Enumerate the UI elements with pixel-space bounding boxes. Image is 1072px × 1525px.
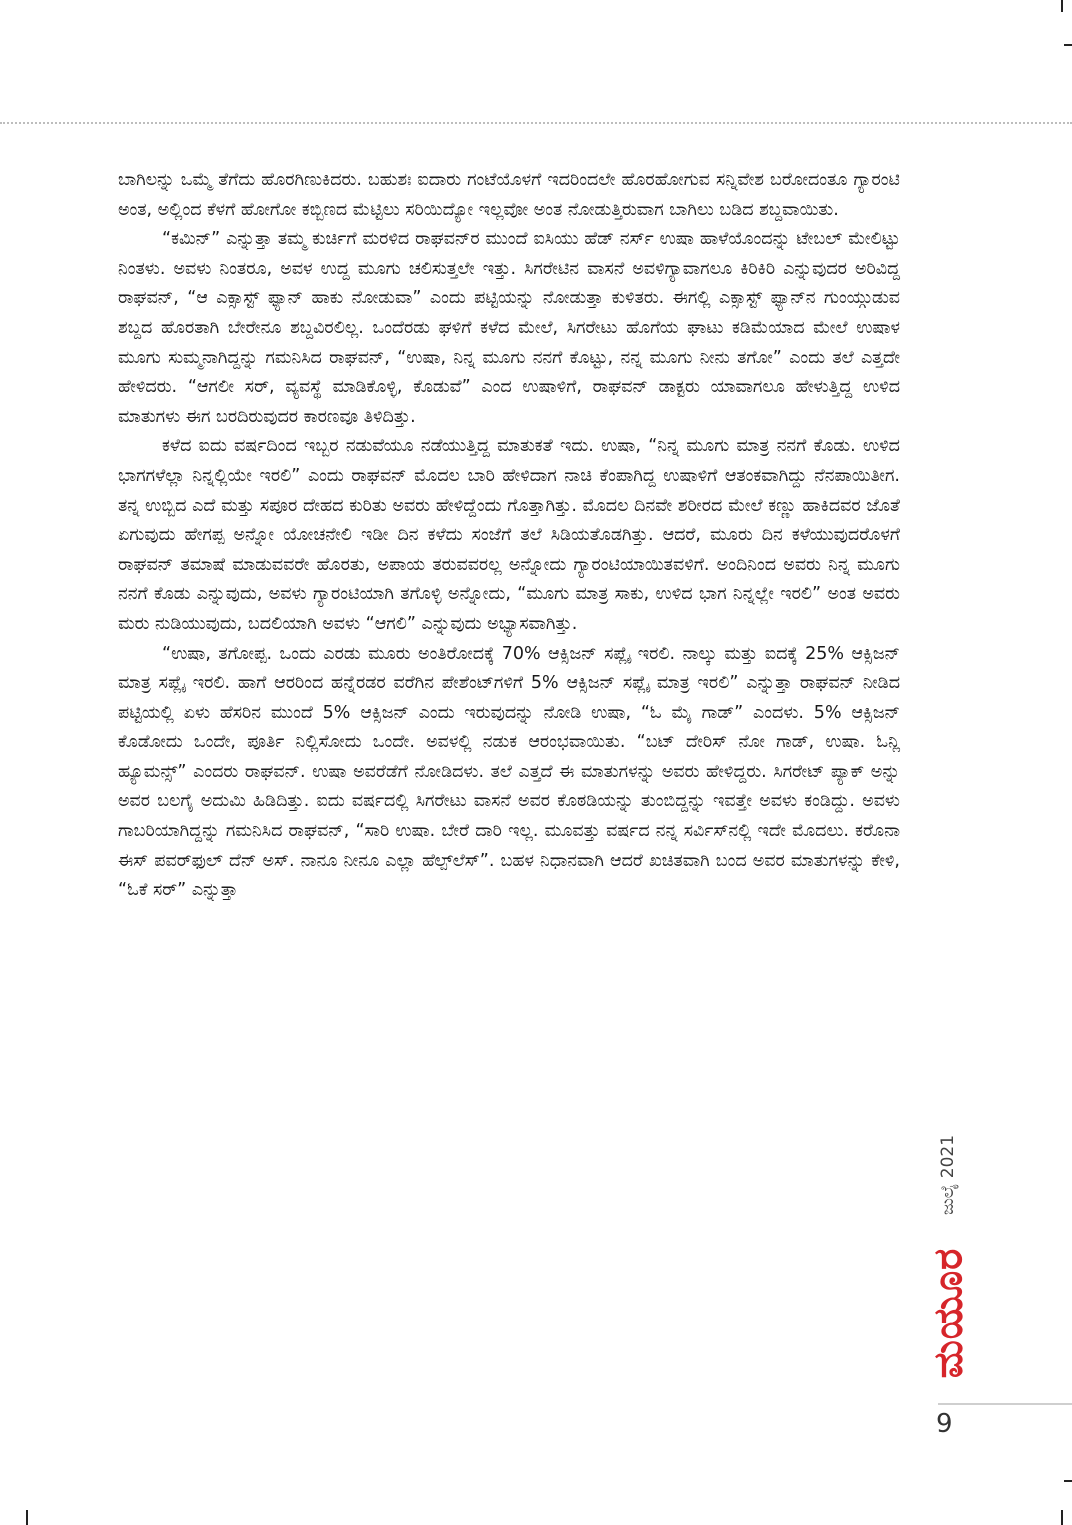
crop-mark-bottom-right bbox=[1061, 1510, 1063, 1525]
article-paragraph: “ಉಷಾ, ತಗೋಪ್ಪ. ಒಂದು ಎರಡು ಮೂರು ಅಂತಿರೋದಕ್ಕೆ 70% ಆಕ್ಸಿಜನ್ ಸಪ್ಲೈ ಇರಲಿ. ನಾಲ್ಕು ಮತ್ತು ಐದಕ್ಕೆ 25% ಆಕ್ಸಿಜನ್ ಮಾತ್ರ ಸಪ್ಲೈ ಇರಲಿ. ಹಾಗೆ ಆರರಿಂದ ಹನ್ನೆರಡರ ವರೆಗಿನ ಪೇಶೆಂಟ್‌ಗಳಿಗೆ 5% ಆಕ್ಸಿಜನ್ ಸಪ್ಲೈ ಮಾತ್ರ ಇರಲಿ” ಎನ್ನುತ್ತಾ ರಾಘವನ್ ನೀಡಿದ ಪಟ್ಟಿಯಲ್ಲಿ ಏಳು ಹೆಸರಿನ ಮುಂದೆ 5% ಆಕ್ಸಿಜನ್ ಎಂದು ಇರುವುದನ್ನು ನೋಡಿ ಉಷಾ, “ಓ ಮೈ ಗಾಡ್” ಎಂದಳು. 5% ಆಕ್ಸಿಜನ್ ಕೊಡೋದು ಒಂದೇ, ಪೂರ್ತಿ ನಿಲ್ಲಿಸೋದು ಒಂದೇ. ಅವಳಲ್ಲಿ ನಡುಕ ಆರಂಭವಾಯಿತು. “ಬಟ್ ದೇರಿಸ್ ನೋ ಗಾಡ್, ಉಷಾ. ಓನ್ಲಿ ಹ್ಯೂಮನ್ಸ್” ಎಂದರು ರಾಘವನ್. ಉಷಾ ಅವರೆಡೆಗೆ ನೋಡಿದಳು. ತಲೆ ಎತ್ತದೆ ಈ ಮಾತುಗಳನ್ನು ಅವರು ಹೇಳಿದ್ದರು. ಸಿಗರೇಟ್ ಪ್ಯಾಕ್ ಅನ್ನು ಅವರ ಬಲಗೈ ಅದುಮಿ ಹಿಡಿದಿತ್ತು. ಐದು ವರ್ಷದಲ್ಲಿ ಸಿಗರೇಟು ವಾಸನೆ ಅವರ ಕೊಠಡಿಯನ್ನು ತುಂಬಿದ್ದನ್ನು ಇವತ್ತೇ ಅವಳು ಕಂಡಿದ್ದು. ಅವಳು ಗಾಬರಿಯಾಗಿದ್ದನ್ನು ಗಮನಿಸಿದ ರಾಘವನ್, “ಸಾರಿ ಉಷಾ. ಬೇರೆ ದಾರಿ ಇಲ್ಲ. ಮೂವತ್ತು ವರ್ಷದ ನನ್ನ ಸರ್ವಿಸ್‌ನಲ್ಲಿ ಇದೇ ಮೊದಲು. ಕರೊನಾ ಈಸ್ ಪವರ್‌ಫುಲ್ ದೆನ್ ಅಸ್. ನಾನೂ ನೀನೂ ಎಲ್ಲಾ ಹೆಲ್ಪ್‌ಲೆಸ್”. ಬಹಳ ನಿಧಾನವಾಗಿ ಆದರೆ ಖಚಿತವಾಗಿ ಬಂದ ಅವರ ಮಾತುಗಳನ್ನು ಕೇಳಿ, “ಓಕೆ ಸರ್” ಎನ್ನುತ್ತಾ bbox=[118, 643, 900, 901]
article-paragraph: ಬಾಗಿಲನ್ನು ಒಮ್ಮೆ ತೆಗೆದು ಹೊರಗಿಣುಕಿದರು. ಬಹುಶಃ ಐದಾರು ಗಂಟೆಯೊಳಗೆ ಇದರಿಂದಲೇ ಹೊರಹೋಗುವ ಸನ್ನಿವೇಶ ಬರೋದಂತೂ ಗ್ಯಾರಂಟಿ ಅಂತ, ಅಲ್ಲಿಂದ ಕೆಳಗೆ ಹೋಗೋ ಕಬ್ಬಿಣದ ಮೆಟ್ಟಿಲು ಸರಿಯಿದ್ಯೋ ಇಲ್ಲವೋ ಅಂತ ನೋಡುತ್ತಿರುವಾಗ ಬಾಗಿಲು ಬಡಿದ ಶಬ್ದವಾಯಿತು. bbox=[118, 170, 900, 220]
crop-mark-right-lower bbox=[1064, 1480, 1072, 1482]
issue-date bbox=[930, 1125, 966, 1225]
article-body bbox=[118, 166, 900, 906]
magazine-logo bbox=[924, 1228, 972, 1398]
article-paragraph: “ಕಮಿನ್” ಎನ್ನುತ್ತಾ ತಮ್ಮ ಕುರ್ಚಿಗೆ ಮರಳಿದ ರಾಘವನ್‌ರ ಮುಂದೆ ಐಸಿಯು ಹೆಡ್ ನರ್ಸ್ ಉಷಾ ಹಾಳೆಯೊಂದನ್ನು ಟೇಬಲ್ ಮೇಲಿಟ್ಟು ನಿಂತಳು. ಅವಳು ನಿಂತರೂ, ಅವಳ ಉದ್ದ ಮೂಗು ಚಲಿಸುತ್ತಲೇ ಇತ್ತು. ಸಿಗರೇಟಿನ ವಾಸನೆ ಅವಳಿಗ್ಯಾವಾಗಲೂ ಕಿರಿಕಿರಿ ಎನ್ನುವುದರ ಅರಿವಿದ್ದ ರಾಘವನ್, “ಆ ಎಕ್ಸಾಸ್ಟ್ ಫ್ಯಾನ್ ಹಾಕು ನೋಡುವಾ” ಎಂದು ಪಟ್ಟಿಯನ್ನು ನೋಡುತ್ತಾ ಕುಳಿತರು. ಈಗಲ್ಲಿ ಎಕ್ಸಾಸ್ಟ್ ಫ್ಯಾನ್‌ನ ಗುಂಯ್ಗುಡುವ ಶಬ್ದದ ಹೊರತಾಗಿ ಬೇರೇನೂ ಶಬ್ದವಿರಲಿಲ್ಲ. ಒಂದೆರಡು ಘಳಿಗೆ ಕಳೆದ ಮೇಲೆ, ಸಿಗರೇಟು ಹೊಗೆಯ ಘಾಟು ಕಡಿಮೆಯಾದ ಮೇಲೆ ಉಷಾಳ ಮೂಗು ಸುಮ್ಮನಾಗಿದ್ದನ್ನು ಗಮನಿಸಿದ ರಾಘವನ್, “ಉಷಾ, ನಿನ್ನ ಮೂಗು ನನಗೆ ಕೊಟ್ಟು, ನನ್ನ ಮೂಗು ನೀನು ತಗೋ” ಎಂದು ತಲೆ ಎತ್ತದೇ ಹೇಳಿದರು. “ಆಗಲೀ ಸರ್, ವ್ಯವಸ್ಥೆ ಮಾಡಿಕೊಳ್ಳಿ, ಕೊಡುವೆ” ಎಂದ ಉಷಾಳಿಗೆ, ರಾಘವನ್ ಡಾಕ್ಟರು ಯಾವಾಗಲೂ ಹೇಳುತ್ತಿದ್ದ ಉಳಿದ ಮಾತುಗಳು ಈಗ ಬರದಿರುವುದರ ಕಾರಣವೂ ತಿಳಿದಿತ್ತು. bbox=[118, 229, 900, 427]
footer-rule bbox=[938, 1403, 1072, 1405]
issue-date-text: ಜುಲೈ 2021 bbox=[938, 1134, 958, 1216]
crop-mark-bottom-left bbox=[26, 1510, 28, 1525]
crop-mark-top bbox=[1061, 0, 1063, 12]
magazine-logo-text: ಮಯೂರ bbox=[925, 1247, 971, 1379]
crop-mark-right-upper bbox=[1064, 44, 1072, 46]
header-dotted-rule bbox=[0, 122, 1072, 124]
page-number: 9 bbox=[936, 1409, 953, 1439]
article-paragraph: ಕಳೆದ ಐದು ವರ್ಷದಿಂದ ಇಬ್ಬರ ನಡುವೆಯೂ ನಡೆಯುತ್ತಿದ್ದ ಮಾತುಕತೆ ಇದು. ಉಷಾ, “ನಿನ್ನ ಮೂಗು ಮಾತ್ರ ನನಗೆ ಕೊಡು. ಉಳಿದ ಭಾಗಗಳೆಲ್ಲಾ ನಿನ್ನಲ್ಲಿಯೇ ಇರಲಿ” ಎಂದು ರಾಘವನ್ ಮೊದಲ ಬಾರಿ ಹೇಳಿದಾಗ ನಾಚಿ ಕೆಂಪಾಗಿದ್ದ ಉಷಾಳಿಗೆ ಆತಂಕವಾಗಿದ್ದು ನೆನಪಾಯಿತೀಗ. ತನ್ನ ಉಬ್ಬಿದ ಎದೆ ಮತ್ತು ಸಪೂರ ದೇಹದ ಕುರಿತು ಅವರು ಹೇಳಿದ್ದೆಂದು ಗೊತ್ತಾಗಿತ್ತು. ಮೊದಲ ದಿನವೇ ಶರೀರದ ಮೇಲೆ ಕಣ್ಣು ಹಾಕಿದವರ ಜೊತೆ ಏಗುವುದು ಹೇಗಪ್ಪ ಅನ್ನೋ ಯೋಚನೇಲಿ ಇಡೀ ದಿನ ಕಳೆದು ಸಂಜೆಗೆ ತಲೆ ಸಿಡಿಯತೊಡಗಿತ್ತು. ಆದರೆ, ಮೂರು ದಿನ ಕಳೆಯುವುದರೊಳಗೆ ರಾಘವನ್ ತಮಾಷೆ ಮಾಡುವವರೇ ಹೊರತು, ಅಪಾಯ ತರುವವರಲ್ಲ ಅನ್ನೋದು ಗ್ಯಾರಂಟಿಯಾಯಿತವಳಿಗೆ. ಅಂದಿನಿಂದ ಅವರು ನಿನ್ನ ಮೂಗು ನನಗೆ ಕೊಡು ಎನ್ನುವುದು, ಅವಳು ಗ್ಯಾರಂಟಿಯಾಗಿ ತಗೊಳ್ಳಿ ಅನ್ನೋದು, “ಮೂಗು ಮಾತ್ರ ಸಾಕು, ಉಳಿದ ಭಾಗ ನಿನ್ನಲ್ಲೇ ಇರಲಿ” ಅಂತ ಅವರು ಮರು ನುಡಿಯುವುದು, ಬದಲಿಯಾಗಿ ಅವಳು “ಆಗಲಿ” ಎನ್ನುವುದು ಅಭ್ಯಾಸವಾಗಿತ್ತು. bbox=[118, 436, 900, 634]
